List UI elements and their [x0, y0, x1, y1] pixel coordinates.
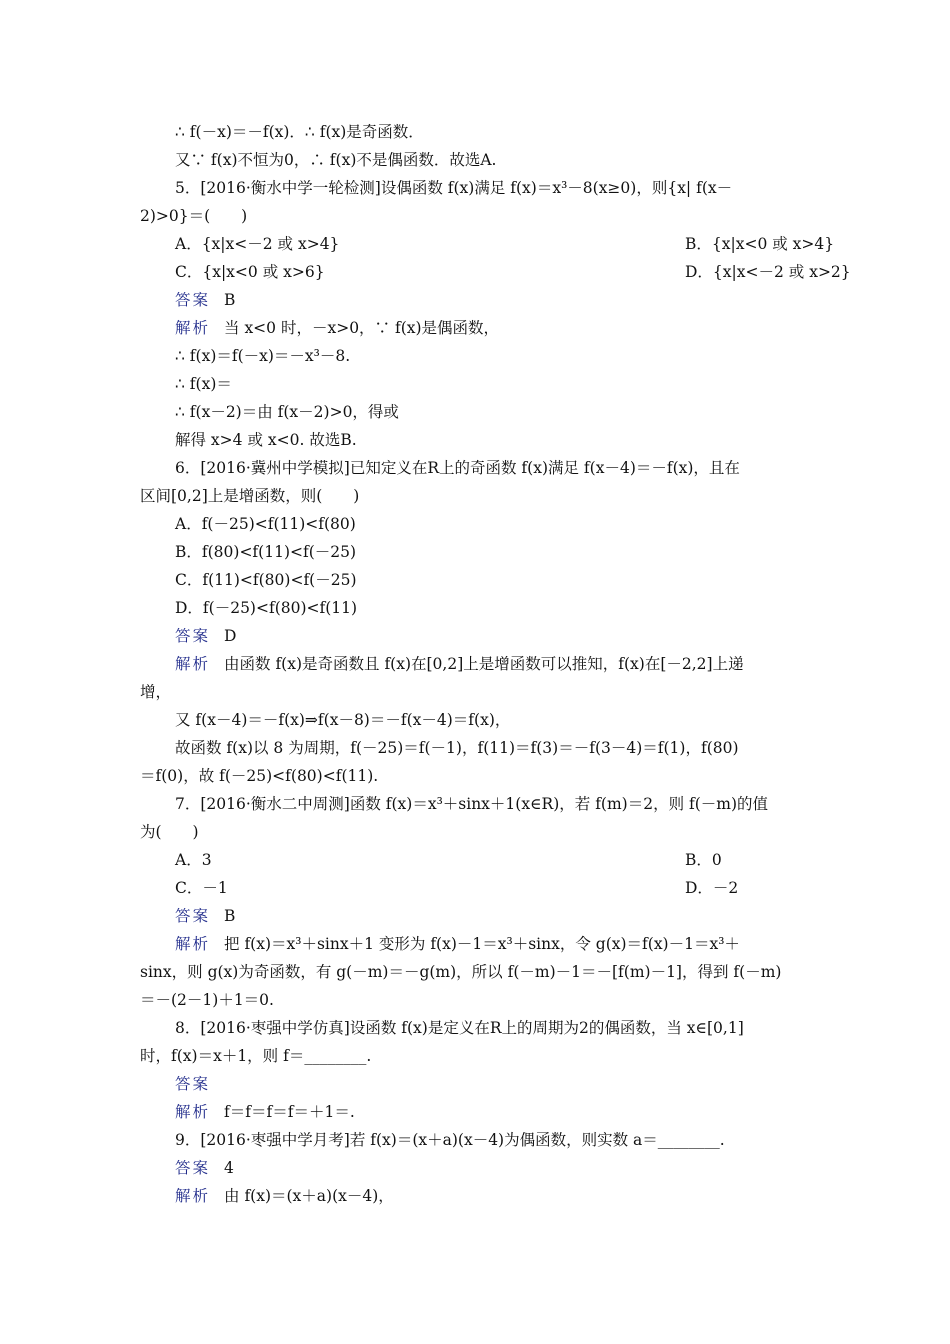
analysis-text: 把 f(x)＝x³＋sinx＋1 变形为 f(x)－1＝x³＋sinx，令 g(x)＝f(x)－1＝x³＋ — [224, 935, 740, 953]
option-b: B．f(80)<f(11)<f(－25) — [175, 543, 357, 561]
analysis-label: 解析 — [175, 1103, 211, 1121]
answer-value: B — [224, 907, 236, 925]
text-line: sinx，则 g(x)为奇函数，有 g(－m)＝－g(m)，所以 f(－m)－1＝－[f(m)－1]，得到 f(－m) — [140, 963, 782, 981]
analysis-label: 解析 — [175, 935, 211, 953]
answer-label: 答案 — [175, 291, 211, 309]
analysis-row — [175, 654, 744, 674]
analysis-row — [175, 1186, 394, 1206]
option-c: C．f(11)<f(80)<f(－25) — [175, 571, 357, 589]
option-a: A．{x|x<－2 或 x>4} — [175, 235, 340, 253]
answer-label: 答案 — [175, 907, 211, 925]
analysis-row — [175, 1102, 355, 1122]
question-5-options-row1 — [175, 234, 875, 254]
answer-row — [175, 1158, 234, 1178]
question-7-options-row1 — [175, 850, 875, 870]
analysis-label: 解析 — [175, 655, 211, 673]
question-5-stem-cont: 2)>0}＝( ) — [140, 207, 248, 225]
analysis-row — [175, 318, 499, 338]
answer-row — [175, 290, 235, 310]
question-5-stem: 5．[2016·衡水中学一轮检测]设偶函数 f(x)满足 f(x)＝x³－8(x≥0)，则{x| f(x－ — [175, 179, 733, 197]
option-d: D．{x|x<－2 或 x>2} — [685, 263, 851, 281]
text-line: ∴ f(－x)＝－f(x)．∴ f(x)是奇函数． — [175, 123, 424, 141]
analysis-text: 由 f(x)＝(x＋a)(x－4)， — [224, 1187, 394, 1205]
analysis-text: 当 x<0 时，－x>0，∵ f(x)是偶函数， — [224, 319, 500, 337]
text-line: 增， — [140, 683, 172, 701]
answer-value: 4 — [224, 1159, 234, 1177]
option-b: B．{x|x<0 或 x>4} — [685, 235, 835, 253]
text-line: ∴ f(x)＝f(－x)＝－x³－8. — [175, 347, 351, 365]
answer-value: D — [224, 627, 237, 645]
answer-label: 答案 — [175, 1075, 211, 1093]
answer-row — [175, 1074, 224, 1094]
analysis-text: 由函数 f(x)是奇函数且 f(x)在[0,2]上是增函数可以推知，f(x)在[－2,2]上递 — [224, 655, 744, 673]
text-line: 又 f(x－4)＝－f(x)⇒f(x－8)＝－f(x－4)＝f(x)， — [175, 711, 511, 729]
answer-row — [175, 906, 235, 926]
answer-label: 答案 — [175, 627, 211, 645]
question-7-stem-cont: 为( ) — [140, 823, 199, 841]
option-b: B．0 — [685, 851, 722, 869]
analysis-row — [175, 934, 740, 954]
question-8-stem-cont: 时，f(x)＝x＋1，则 f＝________. — [140, 1047, 372, 1065]
question-5-options-row2 — [175, 262, 875, 282]
analysis-label: 解析 — [175, 319, 211, 337]
option-d: D．f(－25)<f(80)<f(11) — [175, 599, 358, 617]
question-8-stem: 8．[2016·枣强中学仿真]设函数 f(x)是定义在R上的周期为2的偶函数，当 x∈[0,1] — [175, 1019, 744, 1037]
option-d: D．－2 — [685, 879, 739, 897]
question-6-stem: 6．[2016·冀州中学模拟]已知定义在R上的奇函数 f(x)满足 f(x－4)＝－f(x)，且在 — [175, 459, 740, 477]
question-6-stem-cont: 区间[0,2]上是增函数，则( ) — [140, 487, 360, 505]
answer-row — [175, 626, 236, 646]
question-7-options-row2 — [175, 878, 875, 898]
text-line: ＝－(2－1)＋1＝0. — [140, 991, 274, 1009]
text-line: 又∵ f(x)不恒为0，∴ f(x)不是偶函数．故选A. — [175, 151, 497, 169]
option-c: C．－1 — [175, 879, 228, 897]
text-line: ＝f(0)，故 f(－25)<f(80)<f(11). — [140, 767, 379, 785]
question-9-stem: 9．[2016·枣强中学月考]若 f(x)＝(x＋a)(x－4)为偶函数，则实数 a＝________. — [175, 1131, 725, 1149]
option-c: C．{x|x<0 或 x>6} — [175, 263, 325, 281]
option-a: A．f(－25)<f(11)<f(80) — [175, 515, 356, 533]
answer-value: B — [224, 291, 236, 309]
text-line: 故函数 f(x)以 8 为周期，f(－25)＝f(－1)，f(11)＝f(3)＝－f(3－4)＝f(1)，f(80) — [175, 739, 739, 757]
analysis-label: 解析 — [175, 1187, 211, 1205]
text-line: 解得 x>4 或 x<0. 故选B. — [175, 431, 357, 449]
answer-label: 答案 — [175, 1159, 211, 1177]
option-a: A．3 — [175, 851, 212, 869]
text-line: ∴ f(x－2)＝由 f(x－2)>0，得或 — [175, 403, 399, 421]
analysis-text: f＝f＝f＝f＝＋1＝. — [224, 1103, 355, 1121]
text-line: ∴ f(x)＝ — [175, 375, 232, 393]
question-7-stem: 7．[2016·衡水二中周测]函数 f(x)＝x³＋sinx＋1(x∈R)，若 f(m)＝2，则 f(－m)的值 — [175, 795, 769, 813]
